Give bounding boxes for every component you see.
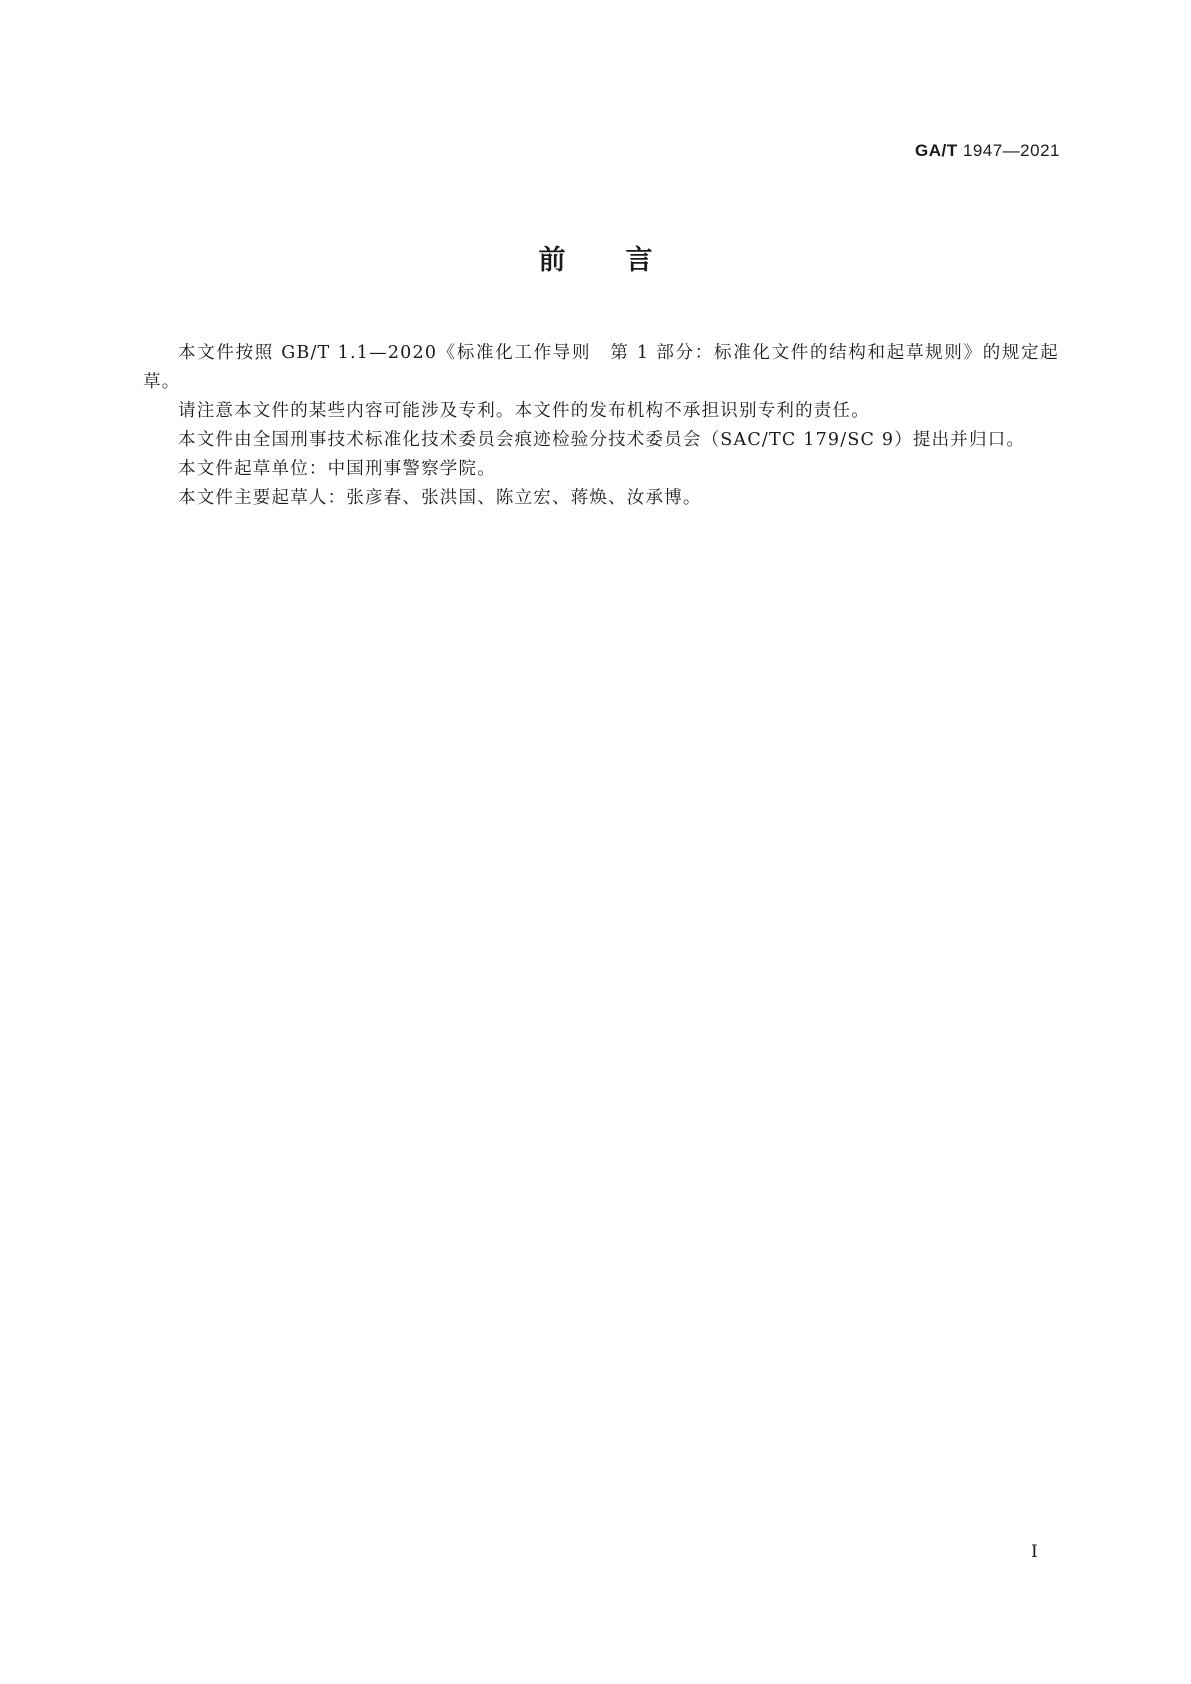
foreword-body [143, 339, 1059, 513]
standard-code: GA/T [915, 141, 958, 160]
paragraph-proposed-by: 本文件由全国刑事技术标准化技术委员会痕迹检验分技术委员会（SAC/TC 179/SC 9）提出并归口。 [178, 430, 1026, 450]
paragraph-drafters: 本文件主要起草人：张彦春、张洪国、陈立宏、蒋焕、汝承博。 [178, 488, 702, 508]
page-number: I [1031, 1542, 1038, 1562]
paragraph-drafting-rules: 本文件按照 GB/T 1.1—2020《标准化工作导则 第 1 部分：标准化文件的结构和起草规则》的规定起草。 [143, 343, 1059, 392]
paragraph-patent-notice: 请注意本文件的某些内容可能涉及专利。本文件的发布机构不承担识别专利的责任。 [178, 401, 870, 421]
standard-number-header [915, 141, 1060, 161]
standard-year-number: 1947—2021 [962, 141, 1060, 160]
paragraph-drafting-unit: 本文件起草单位：中国刑事警察学院。 [178, 459, 496, 479]
page-title: 前言 [538, 245, 713, 276]
